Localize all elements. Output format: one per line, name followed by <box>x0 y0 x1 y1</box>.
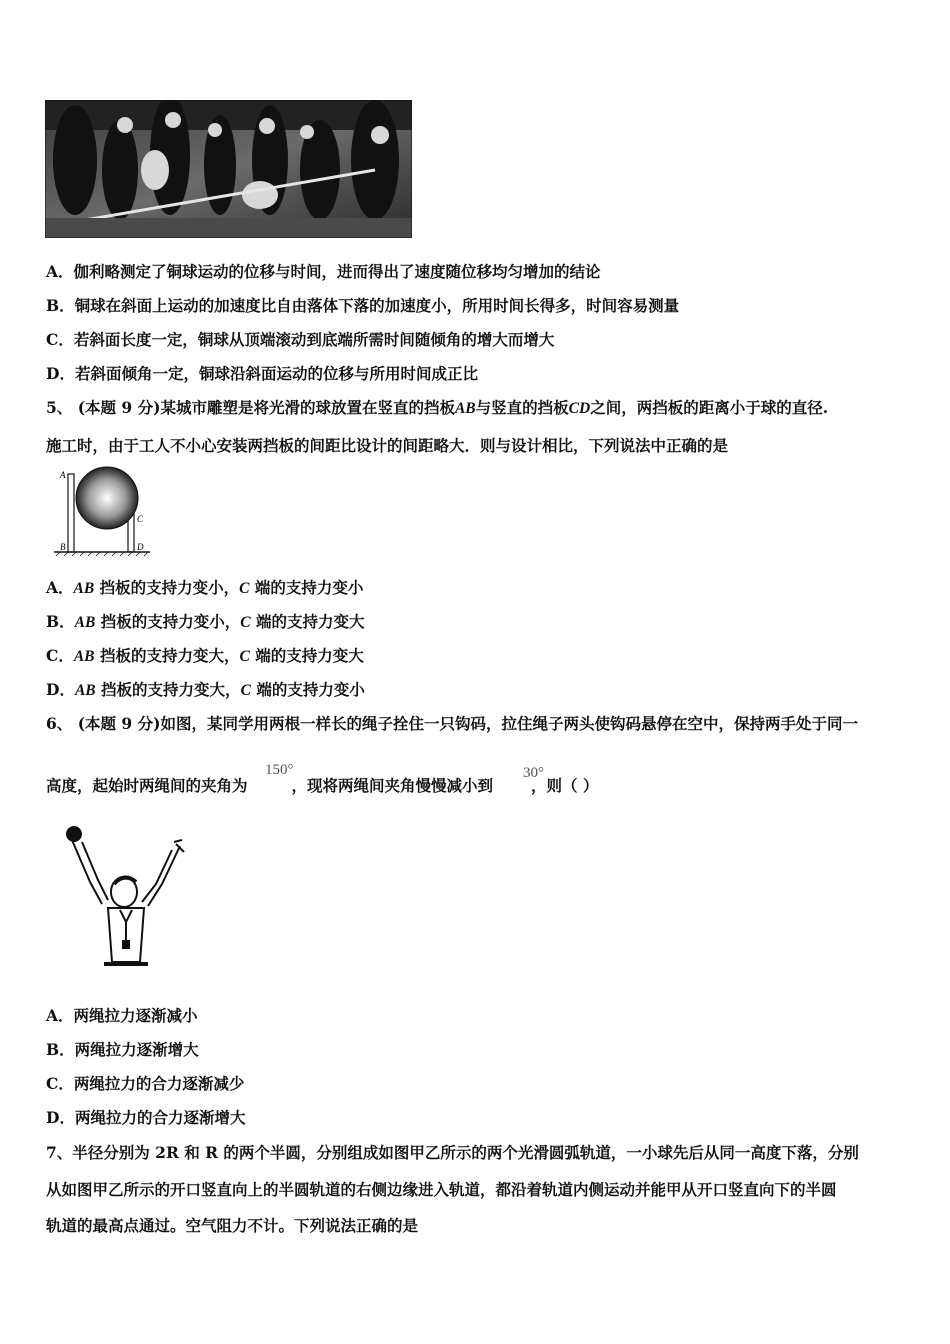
q7-stem-line3: 轨道的最高点通过。空气阻力不计。下列说法正确的是 <box>46 1216 419 1235</box>
q4-option-a: A．伽利略测定了铜球运动的位移与时间，进而得出了速度随位移均匀增加的结论 <box>46 262 601 281</box>
q5-option-a: A．AB 挡板的支持力变小，C 端的支持力变小 <box>46 578 364 597</box>
ball-between-boards-figure <box>52 464 152 560</box>
label-a: A <box>60 470 66 480</box>
label-c: C <box>137 514 144 524</box>
q7-stem-line2: 从如图甲乙所示的开口竖直向上的半圆轨道的右侧边缘进入轨道，都沿着轨道内侧运动并能甲从开口竖直向下的半圆 <box>46 1180 837 1199</box>
label-d: D <box>137 542 144 552</box>
q5-stem-line2: 施工时，由于工人不小心安装两挡板的间距比设计的间距略大．则与设计相比，下列说法中正确的是 <box>46 436 729 455</box>
q5-option-c: C．AB 挡板的支持力变大，C 端的支持力变大 <box>46 646 364 665</box>
q6-option-a: A．两绳拉力逐渐减小 <box>46 1006 198 1025</box>
girl-holding-ropes-figure <box>62 822 188 968</box>
galileo-painting <box>45 100 412 238</box>
q4-option-b: B．铜球在斜面上运动的加速度比自由落体下落的加速度小，所用时间长得多，时间容易测量 <box>46 296 680 315</box>
q6-option-d: D．两绳拉力的合力逐渐增大 <box>46 1108 246 1127</box>
q4-option-d: D．若斜面倾角一定，铜球沿斜面运动的位移与所用时间成正比 <box>46 364 478 383</box>
angle-150: 150° <box>265 762 294 778</box>
q6-option-b: B．两绳拉力逐渐增大 <box>46 1040 199 1059</box>
label-b: B <box>60 542 66 552</box>
q5-stem-line1: 5、 (本题 9 分)某城市雕塑是将光滑的球放置在竖直的挡板AB与竖直的挡板CD之间，两挡板的距离小于球的直径. <box>46 398 829 417</box>
q6-stem-line2: 高度，起始时两绳间的夹角为 ，现将两绳间夹角慢慢减小到 ，则（ ） <box>46 776 599 795</box>
angle-30: 30° <box>523 765 544 781</box>
q6-option-c: C．两绳拉力的合力逐渐减少 <box>46 1074 245 1093</box>
q4-option-c: C．若斜面长度一定，铜球从顶端滚动到底端所需时间随倾角的增大而增大 <box>46 330 555 349</box>
q7-stem-line1: 7、半径分别为 2R 和 R 的两个半圆，分别组成如图甲乙所示的两个光滑圆弧轨道，一小球先后从同一高度下落，分别 <box>46 1143 859 1162</box>
q5-option-b: B．AB 挡板的支持力变小，C 端的支持力变大 <box>46 612 365 631</box>
q6-stem-line1: 6、 (本题 9 分)如图，某同学用两根一样长的绳子拴住一只钩码，拉住绳子两头使钩码悬停在空中，保持两手处于同一 <box>46 714 858 733</box>
q5-option-d: D．AB 挡板的支持力变大，C 端的支持力变小 <box>46 680 365 699</box>
